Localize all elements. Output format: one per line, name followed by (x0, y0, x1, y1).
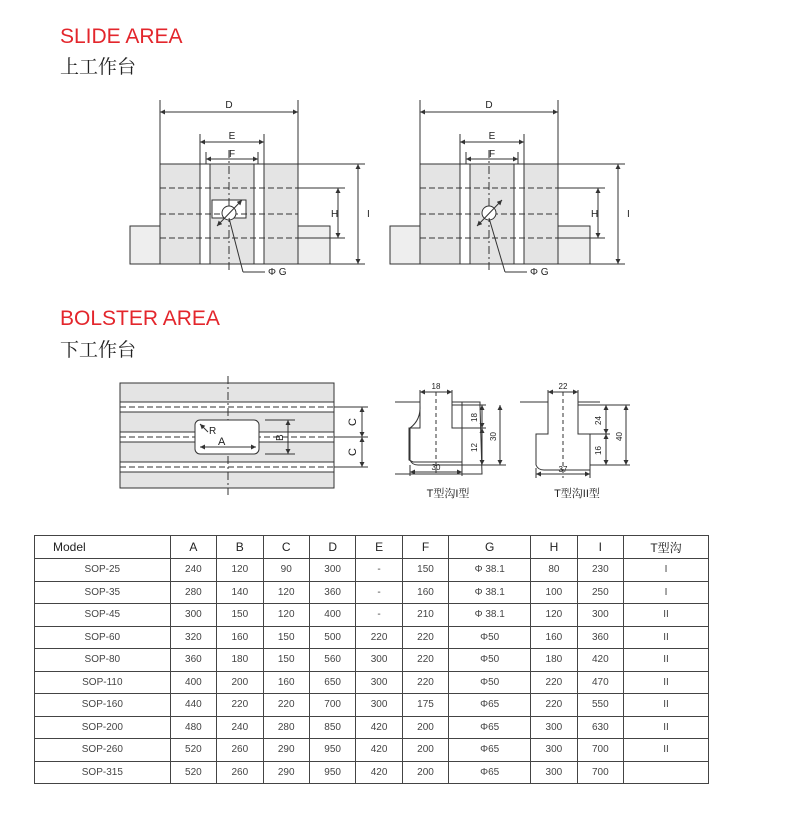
table-cell: 700 (309, 694, 355, 717)
table-cell: 700 (577, 739, 623, 762)
table-cell: - (356, 559, 402, 582)
dim-d-label: D (225, 100, 233, 111)
t1-bottom-width: 30 (431, 463, 441, 472)
table-cell: 520 (170, 739, 216, 762)
dim-a-label: A (218, 436, 226, 448)
table-cell (624, 761, 709, 784)
table-cell: 220 (263, 694, 309, 717)
t1-h1: 18 (470, 413, 479, 422)
header-t-slot: T型沟 (624, 536, 709, 559)
table-cell: 180 (217, 649, 263, 672)
table-cell: 300 (531, 739, 577, 762)
table-cell: 180 (531, 649, 577, 672)
table-cell: 300 (356, 649, 402, 672)
header-f: F (402, 536, 448, 559)
table-cell: 300 (356, 671, 402, 694)
table-cell: 520 (170, 761, 216, 784)
table-cell: Φ65 (449, 761, 531, 784)
header-c: C (263, 536, 309, 559)
header-d: D (309, 536, 355, 559)
t2-h1: 24 (594, 416, 603, 425)
table-row (35, 761, 709, 784)
table-cell: 120 (531, 604, 577, 627)
table-cell: 300 (356, 694, 402, 717)
table-row (35, 581, 709, 604)
dim-g-label: Φ G (268, 267, 287, 278)
model-cell: SOP-60 (35, 626, 171, 649)
t2-bottom-width: 37 (558, 465, 568, 474)
header-i: I (577, 536, 623, 559)
table-cell: 220 (402, 649, 448, 672)
table-cell: 220 (531, 671, 577, 694)
table-cell: Φ65 (449, 694, 531, 717)
table-cell: 120 (263, 581, 309, 604)
dim-e-label: E (228, 131, 236, 142)
table-cell: 260 (217, 739, 263, 762)
t1-h2: 12 (470, 443, 479, 452)
table-cell: Φ 38.1 (449, 604, 531, 627)
table-cell: II (624, 716, 709, 739)
bolster-area-title: BOLSTER AREA (60, 307, 220, 330)
table-cell: - (356, 604, 402, 627)
table-cell: II (624, 604, 709, 627)
table-cell: II (624, 694, 709, 717)
table-cell: 650 (309, 671, 355, 694)
table-cell: 200 (402, 739, 448, 762)
dim-r-label: R (209, 426, 217, 437)
table-cell: 300 (531, 716, 577, 739)
dim-f-label-2: F (488, 149, 496, 160)
table-body (35, 559, 709, 784)
table-cell: 100 (531, 581, 577, 604)
t1-caption: T型沟I型 (426, 488, 470, 500)
table-cell: 420 (356, 739, 402, 762)
table-cell: 290 (263, 739, 309, 762)
t2-total: 40 (615, 432, 624, 441)
model-cell: SOP-200 (35, 716, 171, 739)
t2-caption: T型沟II型 (554, 488, 600, 500)
table-cell: 220 (217, 694, 263, 717)
dim-g-label-2: Φ G (530, 267, 549, 278)
table-cell: 220 (402, 671, 448, 694)
table-cell: 250 (577, 581, 623, 604)
model-cell: SOP-260 (35, 739, 171, 762)
bolster-drawing (120, 376, 368, 495)
table-cell: 420 (577, 649, 623, 672)
table-cell: II (624, 649, 709, 672)
slide-area-title: SLIDE AREA (60, 25, 183, 48)
table-cell: 700 (577, 761, 623, 784)
table-cell: 320 (170, 626, 216, 649)
table-cell: 210 (402, 604, 448, 627)
table-cell: 550 (577, 694, 623, 717)
table-cell: 360 (577, 626, 623, 649)
t1-total: 30 (489, 432, 498, 441)
table-cell: 470 (577, 671, 623, 694)
model-cell: SOP-80 (35, 649, 171, 672)
table-cell: 220 (402, 626, 448, 649)
table-row (35, 559, 709, 582)
dim-b-label: B (275, 434, 286, 441)
header-a: A (170, 536, 216, 559)
table-row (35, 604, 709, 627)
table-header-row (35, 536, 709, 559)
table-cell: 290 (263, 761, 309, 784)
table-cell: 150 (402, 559, 448, 582)
table-cell: II (624, 626, 709, 649)
model-cell: SOP-45 (35, 604, 171, 627)
dim-i-label: I (367, 209, 370, 220)
table-cell: 420 (356, 716, 402, 739)
table-cell: 160 (263, 671, 309, 694)
table-cell: 950 (309, 739, 355, 762)
model-cell: SOP-315 (35, 761, 171, 784)
table-cell: 150 (217, 604, 263, 627)
table-cell: Φ50 (449, 626, 531, 649)
table-cell: Φ50 (449, 671, 531, 694)
table-cell: Φ65 (449, 739, 531, 762)
table-cell: 400 (309, 604, 355, 627)
table-row (35, 671, 709, 694)
table-cell: I (624, 559, 709, 582)
table-cell: II (624, 739, 709, 762)
dim-h-label: H (331, 209, 339, 220)
table-cell: 440 (170, 694, 216, 717)
table-row (35, 716, 709, 739)
dim-c-label-2: C (347, 448, 359, 456)
table-row (35, 694, 709, 717)
table-cell: 120 (217, 559, 263, 582)
bolster-area-title-cn: 下工作台 (60, 339, 137, 361)
dim-d-label-2: D (485, 100, 493, 111)
table-cell: Φ50 (449, 649, 531, 672)
dim-i-label-2: I (627, 209, 630, 220)
table-row (35, 626, 709, 649)
table-cell: 630 (577, 716, 623, 739)
table-cell: 230 (577, 559, 623, 582)
table-cell: 300 (531, 761, 577, 784)
t1-top-width: 18 (431, 382, 441, 391)
model-cell: SOP-160 (35, 694, 171, 717)
model-cell: SOP-35 (35, 581, 171, 604)
slide-drawing-type1 (130, 100, 365, 272)
table-cell: Φ 38.1 (449, 559, 531, 582)
table-cell: 150 (263, 626, 309, 649)
table-cell: 220 (531, 694, 577, 717)
spec-table (34, 535, 709, 784)
table-cell: 560 (309, 649, 355, 672)
table-cell: 160 (217, 626, 263, 649)
table-cell: 850 (309, 716, 355, 739)
model-cell: SOP-25 (35, 559, 171, 582)
table-cell: 140 (217, 581, 263, 604)
table-row (35, 739, 709, 762)
table-cell: 150 (263, 649, 309, 672)
t-slot-type2-drawing (520, 390, 630, 478)
table-cell: 80 (531, 559, 577, 582)
table-cell: I (624, 581, 709, 604)
table-cell: 400 (170, 671, 216, 694)
header-g: G (449, 536, 531, 559)
table-cell: Φ 38.1 (449, 581, 531, 604)
table-cell: 220 (356, 626, 402, 649)
table-cell: 480 (170, 716, 216, 739)
dim-f-label: F (228, 149, 236, 160)
table-cell: 260 (217, 761, 263, 784)
table-row (35, 649, 709, 672)
table-cell: 90 (263, 559, 309, 582)
header-b: B (217, 536, 263, 559)
slide-area-title-cn: 上工作台 (60, 56, 137, 78)
header-h: H (531, 536, 577, 559)
table-cell: 360 (170, 649, 216, 672)
table-cell: 240 (170, 559, 216, 582)
model-cell: SOP-110 (35, 671, 171, 694)
table-cell: 300 (577, 604, 623, 627)
table-cell: 175 (402, 694, 448, 717)
table-cell: 300 (309, 559, 355, 582)
table-cell: 500 (309, 626, 355, 649)
dim-h-label-2: H (591, 209, 599, 220)
slide-drawing-type2 (390, 100, 625, 272)
table-cell: 200 (217, 671, 263, 694)
table-cell: 280 (170, 581, 216, 604)
dim-c-label-1: C (347, 418, 359, 426)
table-cell: 300 (170, 604, 216, 627)
dim-e-label-2: E (488, 131, 496, 142)
table-cell: 120 (263, 604, 309, 627)
table-cell: 420 (356, 761, 402, 784)
table-cell: 950 (309, 761, 355, 784)
header-e: E (356, 536, 402, 559)
table-cell: 240 (217, 716, 263, 739)
table-cell: 200 (402, 761, 448, 784)
table-cell: 160 (402, 581, 448, 604)
table-cell: 360 (309, 581, 355, 604)
table-cell: 160 (531, 626, 577, 649)
table-cell: II (624, 671, 709, 694)
header-model: Model (35, 536, 171, 559)
t2-top-width: 22 (558, 382, 568, 391)
table-cell: - (356, 581, 402, 604)
table-cell: Φ65 (449, 716, 531, 739)
table-cell: 200 (402, 716, 448, 739)
table-cell: 280 (263, 716, 309, 739)
t2-h2: 16 (594, 446, 603, 455)
